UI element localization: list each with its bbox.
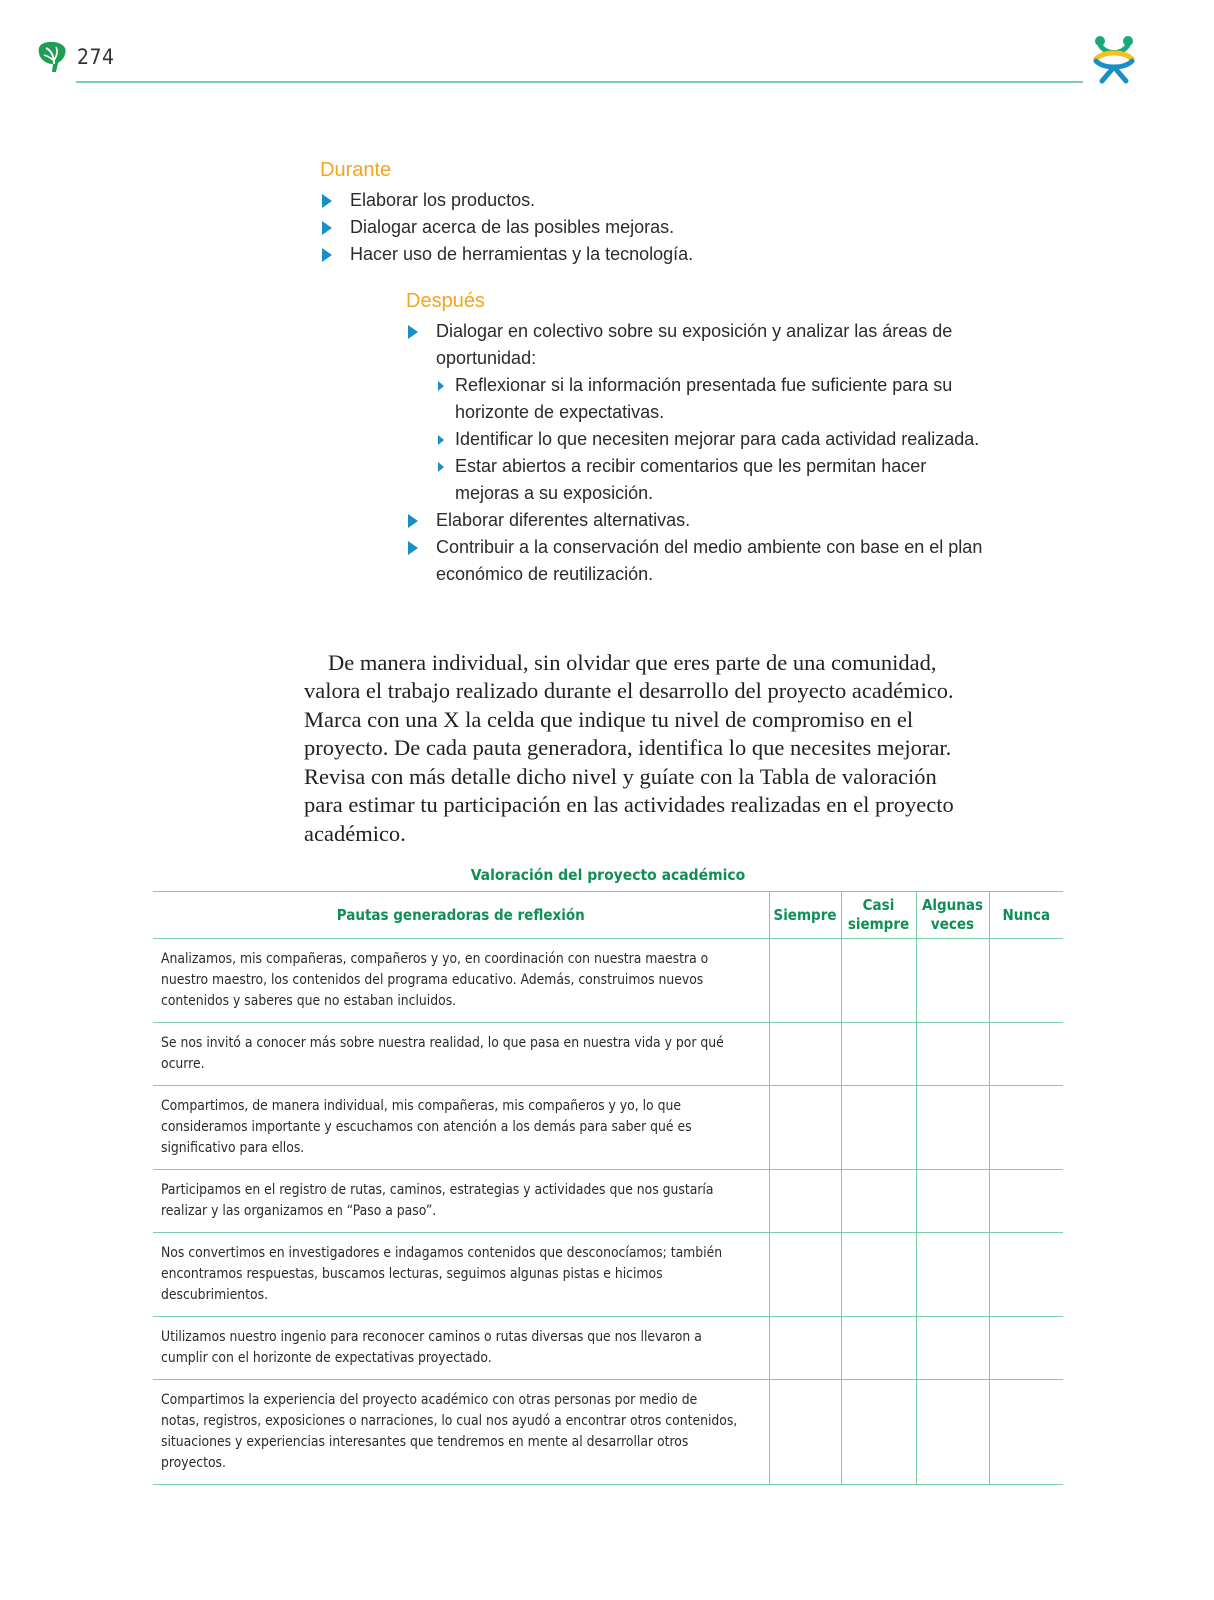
list-item: Elaborar los productos. [320, 187, 960, 214]
nunca-cell[interactable] [989, 1170, 1063, 1233]
list-item: Contribuir a la conservación del medio ambiente con base en el plan económico de reutilización. [406, 534, 984, 588]
pauta-cell: Compartimos la experiencia del proyecto académico con otras personas por medio de notas, registros, exposiciones o narraciones, lo cual nos ayudó a encontrar otros contenidos, situaciones y experiencias interesantes que tendremos en mente al desarrollar otros proyectos. [153, 1380, 769, 1485]
page-header [0, 0, 1214, 90]
header-nunca: Nunca [989, 892, 1063, 939]
siempre-cell[interactable] [769, 1023, 841, 1086]
despues-list [406, 318, 984, 588]
page-number: 274 [77, 45, 115, 69]
nunca-cell[interactable] [989, 1317, 1063, 1380]
algunas-veces-cell[interactable] [916, 1233, 989, 1317]
sub-list-item: Estar abiertos a recibir comentarios que les permitan hacer mejoras a su exposición. [436, 453, 984, 507]
sub-list-item: Reflexionar si la información presentada fue suficiente para su horizonte de expectativas. [436, 372, 984, 426]
algunas-veces-cell[interactable] [916, 1023, 989, 1086]
leaf-icon [36, 38, 68, 74]
nunca-cell[interactable] [989, 1380, 1063, 1485]
header-pautas: Pautas generadoras de reflexión [153, 892, 769, 939]
nunca-cell[interactable] [989, 1233, 1063, 1317]
despues-section [406, 288, 984, 588]
casi-siempre-cell[interactable] [841, 1023, 916, 1086]
header-rule [76, 81, 1083, 83]
logo-icon [1088, 33, 1140, 85]
header-siempre: Siempre [769, 892, 841, 939]
table-row [153, 1023, 1063, 1086]
list-item: Hacer uso de herramientas y la tecnología. [320, 241, 960, 268]
siempre-cell[interactable] [769, 1170, 841, 1233]
casi-siempre-cell[interactable] [841, 1317, 916, 1380]
casi-siempre-cell[interactable] [841, 1170, 916, 1233]
nunca-cell[interactable] [989, 1086, 1063, 1170]
durante-list [320, 187, 960, 268]
table-row [153, 1086, 1063, 1170]
algunas-veces-cell[interactable] [916, 1086, 989, 1170]
pauta-cell: Nos convertimos en investigadores e indagamos contenidos que desconocíamos; también encontramos respuestas, buscamos lecturas, seguimos algunas pistas e hicimos descubrimientos. [153, 1233, 769, 1317]
durante-title: Durante [320, 159, 392, 181]
despues-sublist [436, 372, 984, 507]
siempre-cell[interactable] [769, 939, 841, 1023]
list-item: Elaborar diferentes alternativas. [406, 507, 984, 534]
algunas-veces-cell[interactable] [916, 1317, 989, 1380]
nunca-cell[interactable] [989, 1023, 1063, 1086]
casi-siempre-cell[interactable] [841, 1380, 916, 1485]
siempre-cell[interactable] [769, 1086, 841, 1170]
header-algunas-veces: Algunas veces [916, 892, 989, 939]
table-row [153, 1380, 1063, 1485]
siempre-cell[interactable] [769, 1317, 841, 1380]
header-casi-siempre: Casi siempre [841, 892, 916, 939]
despues-title: Después [406, 290, 485, 312]
table-header-row [153, 892, 1063, 939]
siempre-cell[interactable] [769, 1233, 841, 1317]
siempre-cell[interactable] [769, 1380, 841, 1485]
intro-paragraph: De manera individual, sin olvidar que eres parte de una comunidad, valora el trabajo realizado durante el desarrollo del proyecto académico. Marca con una X la celda que indique tu nivel de compromiso en el proyecto. De cada pauta generadora, identifica lo que necesites mejorar. Revisa con más detalle dicho nivel y guíate con la Tabla de valoración para estimar tu participación en las actividades realizadas en el proyecto académico. [304, 649, 954, 846]
pauta-cell: Se nos invitó a conocer más sobre nuestra realidad, lo que pasa en nuestra vida y por qué ocurre. [153, 1023, 769, 1086]
nunca-cell[interactable] [989, 939, 1063, 1023]
pauta-cell: Analizamos, mis compañeras, compañeros y yo, en coordinación con nuestra maestra o nuestro maestro, los contenidos del programa educativo. Además, construimos nuevos contenidos y saberes que no estaban incluidos. [153, 939, 769, 1023]
list-item [406, 318, 984, 507]
pauta-cell: Participamos en el registro de rutas, caminos, estrategias y actividades que nos gustaría realizar y las organizamos en “Paso a paso”. [153, 1170, 769, 1233]
algunas-veces-cell[interactable] [916, 1380, 989, 1485]
casi-siempre-cell[interactable] [841, 1086, 916, 1170]
casi-siempre-cell[interactable] [841, 939, 916, 1023]
table-caption: Valoración del proyecto académico [470, 866, 746, 884]
pauta-cell: Compartimos, de manera individual, mis compañeras, mis compañeros y yo, lo que consideramos importante y escuchamos con atención a los demás para saber qué es significativo para ellos. [153, 1086, 769, 1170]
durante-section [320, 157, 960, 268]
list-item-text: Dialogar en colectivo sobre su exposición y analizar las áreas de oportunidad: [436, 321, 953, 368]
list-item: Dialogar acerca de las posibles mejoras. [320, 214, 960, 241]
table-row [153, 939, 1063, 1023]
table-row [153, 1317, 1063, 1380]
algunas-veces-cell[interactable] [916, 1170, 989, 1233]
algunas-veces-cell[interactable] [916, 939, 989, 1023]
valuation-table [153, 891, 1063, 1485]
table-row [153, 1170, 1063, 1233]
pauta-cell: Utilizamos nuestro ingenio para reconocer caminos o rutas diversas que nos llevaron a cumplir con el horizonte de expectativas proyectado. [153, 1317, 769, 1380]
casi-siempre-cell[interactable] [841, 1233, 916, 1317]
sub-list-item: Identificar lo que necesiten mejorar para cada actividad realizada. [436, 426, 984, 453]
table-row [153, 1233, 1063, 1317]
